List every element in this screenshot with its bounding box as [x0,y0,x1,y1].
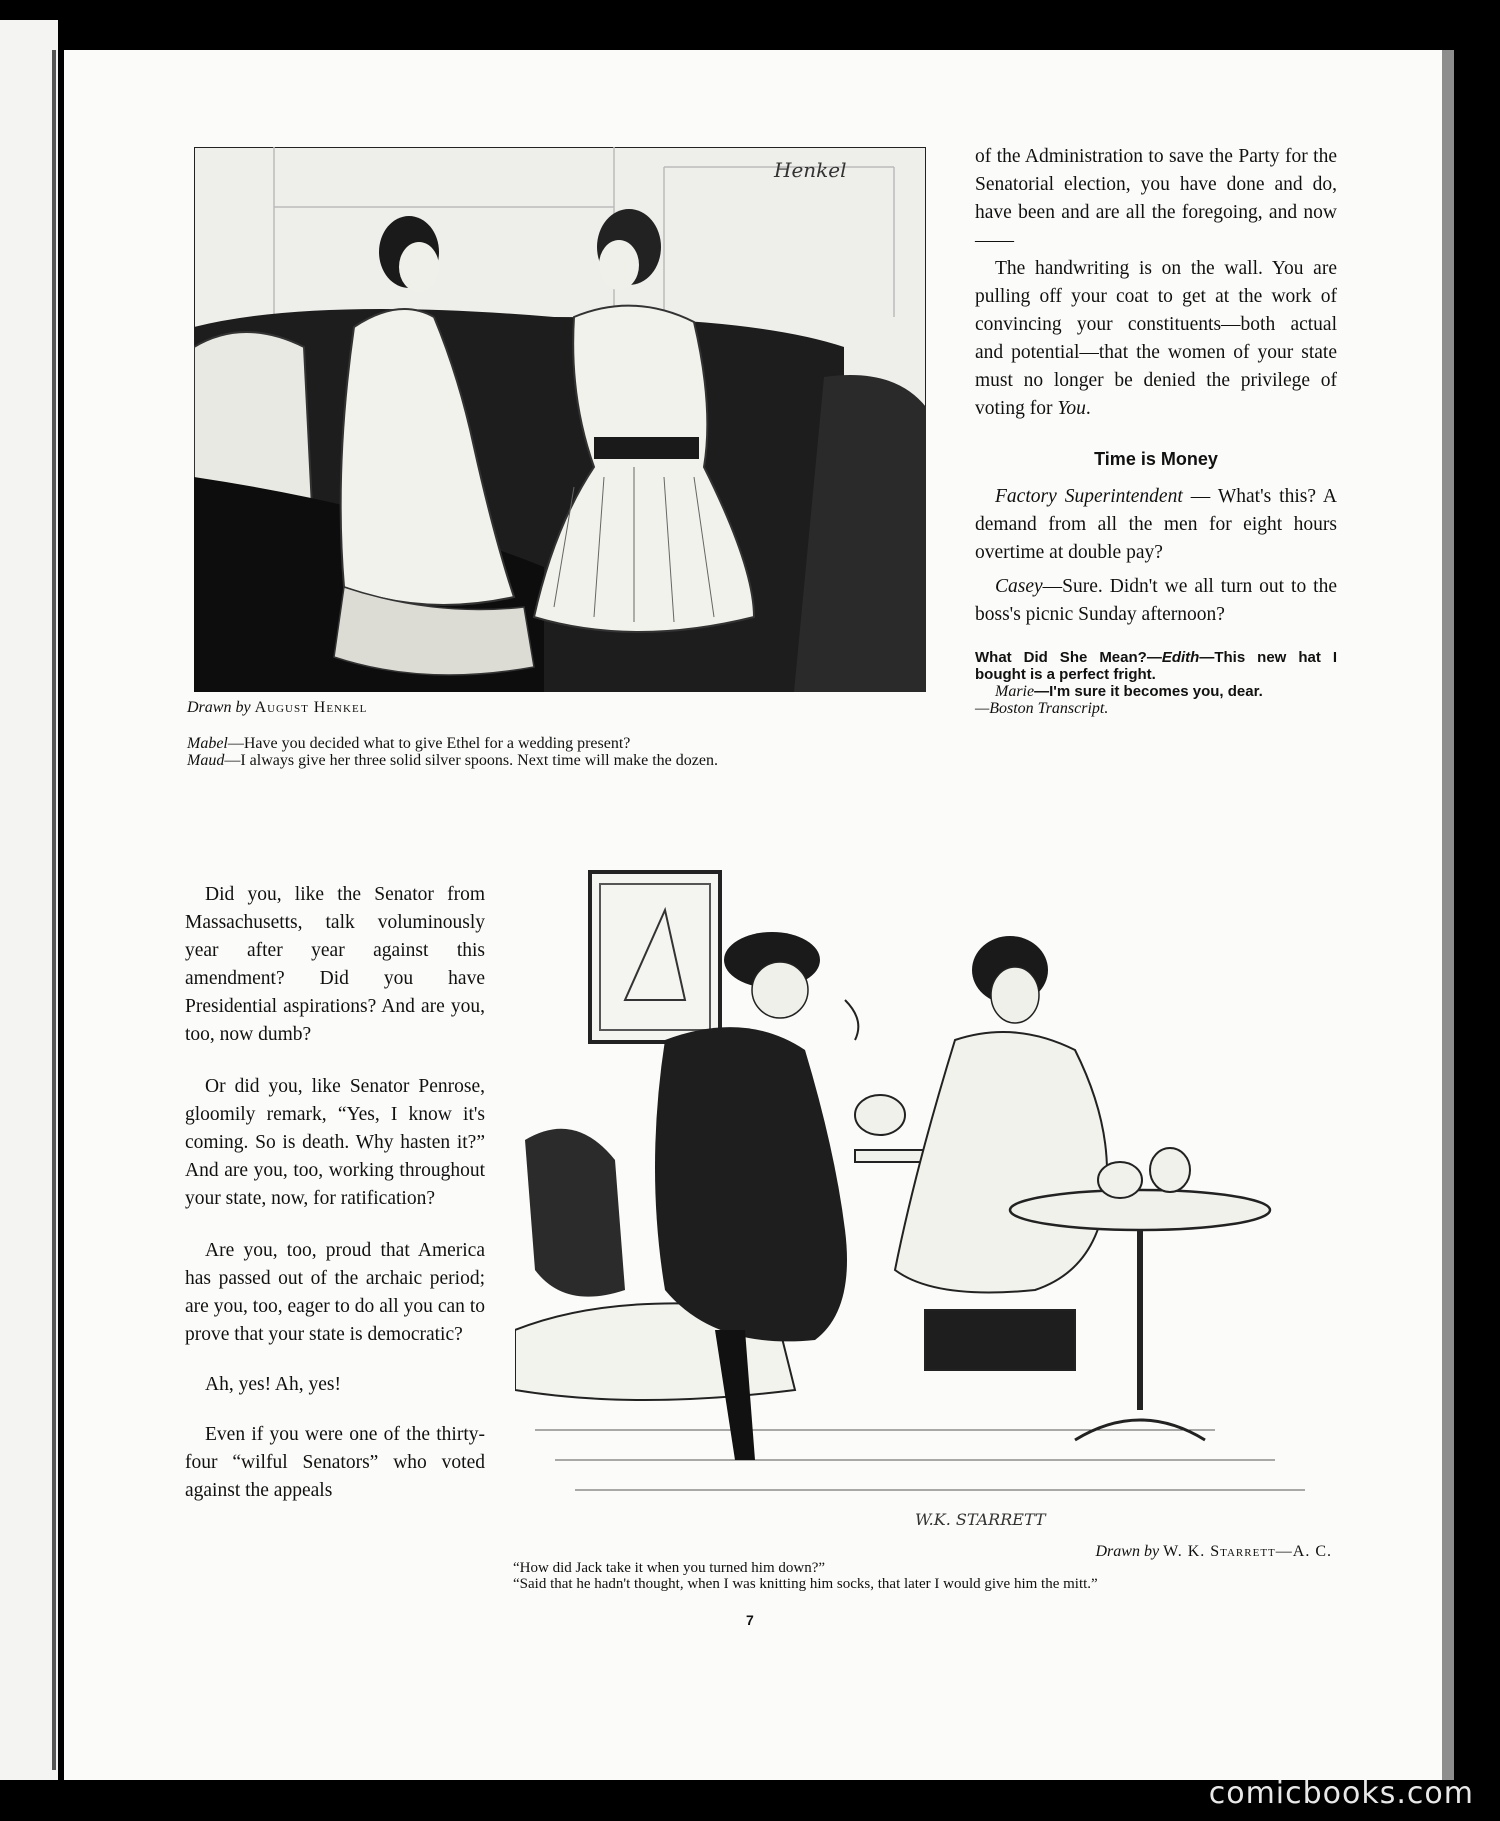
bottom-caption-dialogue [513,1560,1333,1592]
right-para-4: Casey—Sure. Didn't we all turn out to the boss's picnic Sunday afternoon? [975,576,1337,625]
left-para-4: Ah, yes! Ah, yes! [205,1374,341,1395]
section-heading: Time is Money [1094,449,1218,469]
top-credit-prefix: Drawn by [187,699,251,716]
left-column [185,881,485,1505]
top-credit-artist: August Henkel [254,699,368,716]
left-para-2: Or did you, like Senator Penrose, gloomily remark, “Yes, I know it's coming. So is death. Why hasten it?” And are you, too, working throughout your state, now, for ratification? [185,1076,485,1209]
bottom-artist-signature: W.K. STARRETT [915,1510,1046,1529]
right-para-1: of the Administration to save the Party for the Senatorial election, you have done and do, have been and are all the foregoing, and now—— [975,146,1337,251]
joke-box: What Did She Mean?—Edith—This new hat I bought is a perfect fright. Marie—I'm sure it becomes you, dear. —Boston Transcript. [975,649,1337,717]
bottom-credit [1096,1543,1333,1560]
left-para-3: Are you, too, proud that America has passed out of the archaic period; are you, too, eager to do all you can to prove that your state is democratic? [185,1240,485,1345]
mabel-speaker: Mabel [187,735,228,752]
top-artist-signature: Henkel [774,158,847,182]
top-credit [187,699,367,716]
binding-gutter [52,50,56,1770]
left-page-edge [0,20,58,1780]
left-para-5: Even if you were one of the thirty-four “wilful Senators” who voted against the appeals [185,1424,485,1501]
maud-line: —I always give her three solid silver spoons. Next time will make the dozen. [224,752,718,769]
bottom-illustration [515,870,1340,1540]
maud-speaker: Maud [187,752,225,769]
bottom-caption-line-2: “Said that he hadn't thought, when I was knitting him socks, that later I would give him the mitt.” [513,1576,1098,1592]
site-watermark: comicbooks.com [1208,1776,1474,1811]
page-number: 7 [746,1612,754,1628]
mabel-line: —Have you decided what to give Ethel for a wedding present? [227,735,631,752]
right-para-3: Factory Superintendent — What's this? A demand from all the men for eight hours overtime at double pay? [975,486,1337,563]
bottom-credit-prefix: Drawn by [1095,1543,1160,1560]
left-para-1: Did you, like the Senator from Massachusetts, talk voluminously year after year against this amendment? Did you have Presidential aspirations? And are you, too, now dumb? [185,884,485,1045]
bottom-caption-line-1: “How did Jack take it when you turned him down?” [513,1560,826,1576]
right-page-edge [1442,50,1454,1780]
right-column [975,143,1337,717]
bottom-credit-artist: W. K. Starrett—A. C. [1163,1543,1332,1560]
top-illustration [194,147,926,692]
right-para-2: The handwriting is on the wall. You are pulling off your coat to get at the work of convincing your constituents—both actual and potential—that the women of your state must no longer be denied the privilege of voting for You. [975,258,1337,419]
top-caption-dialogue [187,735,947,769]
